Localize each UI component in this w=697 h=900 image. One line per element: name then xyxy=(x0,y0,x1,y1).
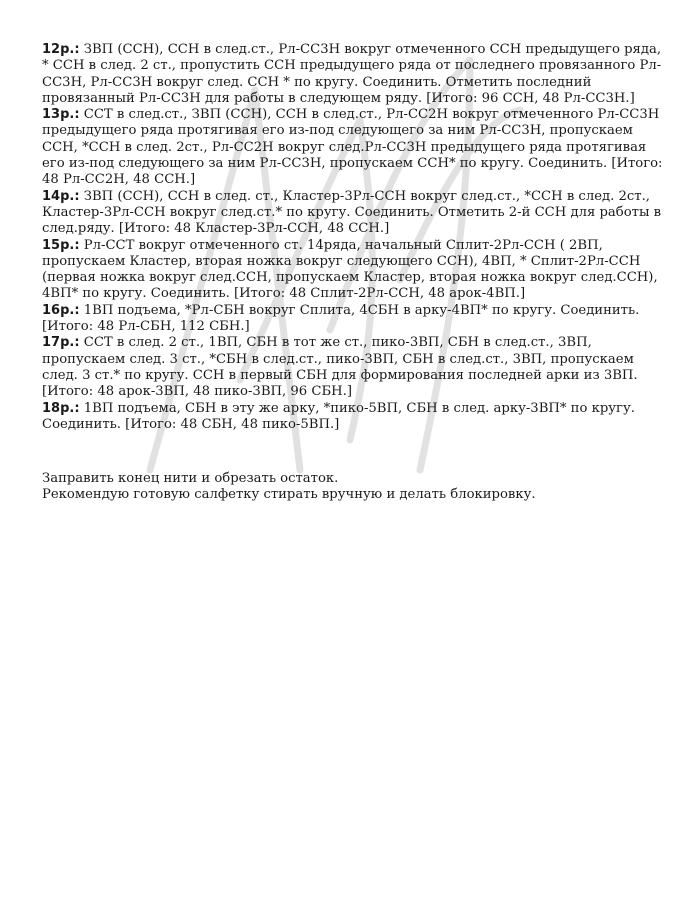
row-label: 15р.: xyxy=(42,237,80,253)
row-text: ССТ в след.ст., ЗВП (ССН), ССН в след.ст., Рл-СС2Н вокруг отмеченного Рл-СС3Н предыдущего ряда протягивая его из-под следующего за ним Рл-СС3Н, пропускаем ССН, *ССН в след. 2ст., Рл-СС2Н вокруг след.Рл-СС3Н предыдущего ряда протягивая его из-под следующего за ним Рл-СС3Н, пропускаем ССН* по кругу. Соединить. [Итого: 48 Рл-СС2Н, 48 ССН.] xyxy=(42,107,663,188)
closing-line: Заправить конец нити и обрезать остаток. xyxy=(42,471,339,487)
row-17 xyxy=(42,335,667,400)
instruction-page xyxy=(42,42,667,504)
closing-notes xyxy=(42,471,667,504)
row-text: 1ВП подъема, СБН в эту же арку, *пико-5ВП, СБН в след. арку-3ВП* по кругу. Соединить. [Итого: 48 СБН, 48 пико-5ВП.] xyxy=(42,400,635,432)
row-label: 14р.: xyxy=(42,188,80,204)
row-18 xyxy=(42,401,667,434)
row-label: 16р.: xyxy=(42,302,80,318)
row-14 xyxy=(42,189,667,238)
row-text: ССТ в след. 2 ст., 1ВП, СБН в тот же ст., пико-3ВП, СБН в след.ст., 3ВП, пропускаем след. 3 ст., *СБН в след.ст., пико-3ВП, СБН в след.ст., 3ВП, пропускаем след. 3 ст.* по кругу. ССН в первый СБН для формирования последней арки из 3ВП. [Итого: 48 арок-3ВП, 48 пико-3ВП, 96 СБН.] xyxy=(42,335,638,400)
row-16 xyxy=(42,303,667,336)
row-12 xyxy=(42,42,667,107)
row-label: 17р.: xyxy=(42,335,80,351)
row-text: 1ВП подъема, *Рл-СБН вокруг Сплита, 4СБН в арку-4ВП* по кругу. Соединить. [Итого: 48 Рл-СБН, 112 СБН.] xyxy=(42,302,640,335)
row-text: Рл-ССТ вокруг отмеченного ст. 14ряда, начальный Сплит-2Рл-ССН ( 2ВП, пропускаем Кластер, вторая ножка вокруг следующего ССН), 4ВП, * Сплит-2Рл-ССН (первая ножка вокруг след.ССН, пропускаем Кластер, вторая ножка вокруг след.ССН), 4ВП* по кругу. Соединить. [Итого: 48 Сплит-2Рл-ССН, 48 арок-4ВП.] xyxy=(42,237,658,302)
row-label: 13р.: xyxy=(42,107,80,123)
closing-line: Рекомендую готовую салфетку стирать вручную и делать блокировку. xyxy=(42,487,536,503)
row-15 xyxy=(42,238,667,303)
row-13 xyxy=(42,107,667,188)
row-text: ЗВП (ССН), ССН в след. ст., Кластер-3Рл-ССН вокруг след.ст., *ССН в след. 2ст., Кластер-3Рл-ССН вокруг след.ст.* по кругу. Соединить. Отметить 2-й ССН для работы в след.ряду. [Итого: 48 Кластер-3Рл-ССН, 48 ССН.] xyxy=(42,188,662,237)
row-label: 18р.: xyxy=(42,400,80,416)
row-label: 12р.: xyxy=(42,42,80,57)
row-text: ЗВП (ССН), ССН в след.ст., Рл-СС3Н вокруг отмеченного ССН предыдущего ряда, * ССН в след. 2 ст., пропустить ССН предыдущего ряда от последнего провязанного Рл-СС3Н, Рл-СС3Н вокруг след. ССН * по кругу. Соединить. Отметить последний провязанный Рл-СС3Н для работы в следующем ряду. [Итого: 96 ССН, 48 Рл-СС3Н.] xyxy=(42,42,662,106)
